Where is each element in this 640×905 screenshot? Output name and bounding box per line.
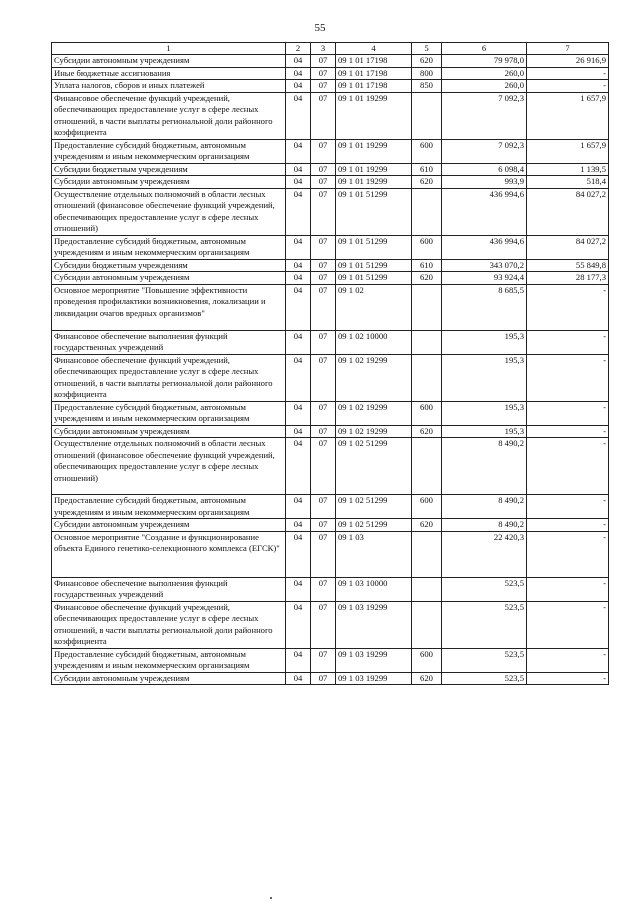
target-article-cell: 09 1 02 51299 [336,495,412,519]
target-article-cell: 09 1 01 19299 [336,139,412,163]
amount-col7-cell: 84 027,2 [527,235,609,259]
amount-col6-cell: 8 490,2 [442,438,527,495]
amount-col7-cell: - [527,531,609,577]
amount-col6-cell: 523,5 [442,601,527,648]
row-name-cell: Предоставление субсидий бюджетным, автономным учреждениям и иным некоммерческим организациям [52,401,286,425]
target-article-cell: 09 1 01 19299 [336,163,412,176]
target-article-cell: 09 1 01 19299 [336,176,412,189]
table-row [52,163,609,176]
expense-type-cell [412,330,442,354]
expense-type-cell: 600 [412,401,442,425]
amount-col7-cell: - [527,284,609,330]
section-code-cell: 04 [286,176,311,189]
section-code-cell: 04 [286,648,311,672]
amount-col6-cell: 195,3 [442,425,527,438]
subsection-code-cell: 07 [311,577,336,601]
expense-type-cell [412,188,442,235]
row-name-cell: Субсидии автономным учреждениям [52,425,286,438]
row-name-cell: Основное мероприятие "Создание и функционирование объекта Единого генетико-селекционного комплекса (ЕГСК)" [52,531,286,577]
target-article-cell: 09 1 02 19299 [336,401,412,425]
table-row [52,425,609,438]
target-article-cell: 09 1 03 19299 [336,672,412,685]
expense-type-cell [412,354,442,401]
amount-col6-cell: 195,3 [442,401,527,425]
target-article-cell: 09 1 01 17198 [336,55,412,68]
subsection-code-cell: 07 [311,163,336,176]
table-row [52,519,609,532]
target-article-cell: 09 1 01 51299 [336,259,412,272]
subsection-code-cell: 07 [311,354,336,401]
table-row [52,284,609,330]
section-code-cell: 04 [286,672,311,685]
section-code-cell: 04 [286,519,311,532]
subsection-code-cell: 07 [311,188,336,235]
amount-col6-cell: 22 420,3 [442,531,527,577]
amount-col6-cell: 79 978,0 [442,55,527,68]
section-code-cell: 04 [286,92,311,139]
page-number: 55 [314,22,326,34]
amount-col6-cell: 260,0 [442,67,527,80]
expense-type-cell: 620 [412,272,442,285]
amount-col7-cell: - [527,401,609,425]
table-row [52,672,609,685]
amount-col6-cell: 523,5 [442,577,527,601]
table-row [52,531,609,577]
table-row [52,272,609,285]
row-name-cell: Иные бюджетные ассигнования [52,67,286,80]
amount-col7-cell: - [527,67,609,80]
target-article-cell: 09 1 02 51299 [336,519,412,532]
section-code-cell: 04 [286,354,311,401]
row-name-cell: Осуществление отдельных полномочий в области лесных отношений (финансовое обеспечение функций учреждений, обеспечивающих предоставление услуг в сфере лесных отношений) [52,188,286,235]
target-article-cell: 09 1 01 51299 [336,188,412,235]
scan-mark [270,897,272,899]
expense-type-cell: 620 [412,55,442,68]
table-row [52,648,609,672]
section-code-cell: 04 [286,495,311,519]
section-code-cell: 04 [286,55,311,68]
column-header: 7 [527,43,609,55]
row-name-cell: Предоставление субсидий бюджетным, автономным учреждениям и иным некоммерческим организациям [52,235,286,259]
amount-col6-cell: 343 070,2 [442,259,527,272]
amount-col7-cell: - [527,519,609,532]
section-code-cell: 04 [286,80,311,93]
subsection-code-cell: 07 [311,80,336,93]
subsection-code-cell: 07 [311,330,336,354]
expense-type-cell [412,438,442,495]
subsection-code-cell: 07 [311,425,336,438]
row-name-cell: Предоставление субсидий бюджетным, автономным учреждениям и иным некоммерческим организациям [52,495,286,519]
amount-col6-cell: 993,9 [442,176,527,189]
expense-type-cell [412,284,442,330]
section-code-cell: 04 [286,438,311,495]
expense-type-cell: 620 [412,519,442,532]
row-name-cell: Субсидии автономным учреждениям [52,519,286,532]
target-article-cell: 09 1 01 51299 [336,272,412,285]
target-article-cell: 09 1 02 [336,284,412,330]
amount-col6-cell: 260,0 [442,80,527,93]
expense-type-cell [412,601,442,648]
table-row [52,55,609,68]
expense-type-cell: 600 [412,235,442,259]
section-code-cell: 04 [286,139,311,163]
row-name-cell: Субсидии бюджетным учреждениям [52,163,286,176]
row-name-cell: Субсидии автономным учреждениям [52,272,286,285]
amount-col7-cell: 1 139,5 [527,163,609,176]
subsection-code-cell: 07 [311,648,336,672]
subsection-code-cell: 07 [311,531,336,577]
section-code-cell: 04 [286,577,311,601]
amount-col7-cell: 84 027,2 [527,188,609,235]
subsection-code-cell: 07 [311,519,336,532]
amount-col7-cell: - [527,648,609,672]
row-name-cell: Финансовое обеспечение функций учреждений, обеспечивающих предоставление услуг в сфере лесных отношений, в части выплаты региональной доли районного коэффициента [52,354,286,401]
amount-col6-cell: 6 098,4 [442,163,527,176]
column-header: 4 [336,43,412,55]
row-name-cell: Финансовое обеспечение выполнения функций государственных учреждений [52,577,286,601]
target-article-cell: 09 1 02 10000 [336,330,412,354]
expense-type-cell [412,577,442,601]
table-row [52,259,609,272]
section-code-cell: 04 [286,272,311,285]
expense-type-cell: 610 [412,163,442,176]
table-row [52,401,609,425]
table-row [52,139,609,163]
amount-col7-cell: 26 916,9 [527,55,609,68]
column-header: 6 [442,43,527,55]
amount-col6-cell: 436 994,6 [442,188,527,235]
amount-col6-cell: 8 490,2 [442,519,527,532]
subsection-code-cell: 07 [311,235,336,259]
expense-type-cell [412,92,442,139]
expense-type-cell: 800 [412,67,442,80]
amount-col6-cell: 8 685,5 [442,284,527,330]
row-name-cell: Основное мероприятие "Повышение эффективности проведения профилактики возникновения, локализации и ликвидации очагов вредных организмов" [52,284,286,330]
amount-col6-cell: 523,5 [442,672,527,685]
subsection-code-cell: 07 [311,92,336,139]
table-row [52,495,609,519]
subsection-code-cell: 07 [311,67,336,80]
row-name-cell: Финансовое обеспечение функций учреждений, обеспечивающих предоставление услуг в сфере лесных отношений, в части выплаты региональной доли районного коэффициента [52,601,286,648]
target-article-cell: 09 1 01 19299 [336,92,412,139]
target-article-cell: 09 1 02 51299 [336,438,412,495]
expense-type-cell: 600 [412,495,442,519]
target-article-cell: 09 1 01 17198 [336,67,412,80]
subsection-code-cell: 07 [311,495,336,519]
expense-type-cell: 850 [412,80,442,93]
section-code-cell: 04 [286,330,311,354]
target-article-cell: 09 1 03 [336,531,412,577]
subsection-code-cell: 07 [311,176,336,189]
expense-type-cell: 620 [412,425,442,438]
expense-type-cell: 610 [412,259,442,272]
column-header: 1 [52,43,286,55]
amount-col7-cell: 28 177,3 [527,272,609,285]
amount-col6-cell: 523,5 [442,648,527,672]
table-row [52,176,609,189]
table-header-row [52,43,609,55]
section-code-cell: 04 [286,259,311,272]
expense-type-cell: 600 [412,139,442,163]
subsection-code-cell: 07 [311,401,336,425]
target-article-cell: 09 1 01 51299 [336,235,412,259]
row-name-cell: Осуществление отдельных полномочий в области лесных отношений (финансовое обеспечение функций учреждений, обеспечивающих предоставление услуг в сфере лесных отношений) [52,438,286,495]
budget-table [51,42,609,685]
subsection-code-cell: 07 [311,438,336,495]
amount-col6-cell: 93 924,4 [442,272,527,285]
row-name-cell: Уплата налогов, сборов и иных платежей [52,80,286,93]
target-article-cell: 09 1 03 19299 [336,648,412,672]
amount-col6-cell: 195,3 [442,330,527,354]
column-header: 3 [311,43,336,55]
table-row [52,80,609,93]
section-code-cell: 04 [286,235,311,259]
section-code-cell: 04 [286,601,311,648]
section-code-cell: 04 [286,188,311,235]
column-header: 2 [286,43,311,55]
row-name-cell: Финансовое обеспечение функций учреждений, обеспечивающих предоставление услуг в сфере лесных отношений, в части выплаты региональной доли районного коэффициента [52,92,286,139]
row-name-cell: Предоставление субсидий бюджетным, автономным учреждениям и иным некоммерческим организациям [52,648,286,672]
target-article-cell: 09 1 02 19299 [336,354,412,401]
subsection-code-cell: 07 [311,672,336,685]
section-code-cell: 04 [286,284,311,330]
amount-col7-cell: 1 657,9 [527,139,609,163]
expense-type-cell: 620 [412,672,442,685]
expense-type-cell: 600 [412,648,442,672]
subsection-code-cell: 07 [311,272,336,285]
subsection-code-cell: 07 [311,284,336,330]
section-code-cell: 04 [286,531,311,577]
section-code-cell: 04 [286,67,311,80]
section-code-cell: 04 [286,401,311,425]
row-name-cell: Субсидии бюджетным учреждениям [52,259,286,272]
row-name-cell: Субсидии автономным учреждениям [52,55,286,68]
table-row [52,354,609,401]
target-article-cell: 09 1 01 17198 [336,80,412,93]
row-name-cell: Предоставление субсидий бюджетным, автономным учреждениям и иным некоммерческим организациям [52,139,286,163]
amount-col7-cell: - [527,80,609,93]
table-row [52,67,609,80]
table-row [52,330,609,354]
amount-col7-cell: 55 849,8 [527,259,609,272]
target-article-cell: 09 1 03 10000 [336,577,412,601]
amount-col6-cell: 8 490,2 [442,495,527,519]
subsection-code-cell: 07 [311,601,336,648]
subsection-code-cell: 07 [311,259,336,272]
row-name-cell: Субсидии автономным учреждениям [52,176,286,189]
amount-col7-cell: - [527,601,609,648]
amount-col7-cell: 1 657,9 [527,92,609,139]
amount-col6-cell: 7 092,3 [442,139,527,163]
table-row [52,92,609,139]
expense-type-cell [412,531,442,577]
subsection-code-cell: 07 [311,139,336,163]
amount-col7-cell: 518,4 [527,176,609,189]
target-article-cell: 09 1 02 19299 [336,425,412,438]
amount-col7-cell: - [527,354,609,401]
amount-col7-cell: - [527,672,609,685]
table-row [52,235,609,259]
table-row [52,438,609,495]
amount-col7-cell: - [527,577,609,601]
subsection-code-cell: 07 [311,55,336,68]
row-name-cell: Субсидии автономным учреждениям [52,672,286,685]
table-row [52,577,609,601]
section-code-cell: 04 [286,163,311,176]
amount-col7-cell: - [527,438,609,495]
table-row [52,188,609,235]
section-code-cell: 04 [286,425,311,438]
amount-col7-cell: - [527,330,609,354]
amount-col6-cell: 7 092,3 [442,92,527,139]
row-name-cell: Финансовое обеспечение выполнения функций государственных учреждений [52,330,286,354]
amount-col7-cell: - [527,495,609,519]
amount-col6-cell: 436 994,6 [442,235,527,259]
expense-type-cell: 620 [412,176,442,189]
amount-col6-cell: 195,3 [442,354,527,401]
table-row [52,601,609,648]
amount-col7-cell: - [527,425,609,438]
column-header: 5 [412,43,442,55]
target-article-cell: 09 1 03 19299 [336,601,412,648]
